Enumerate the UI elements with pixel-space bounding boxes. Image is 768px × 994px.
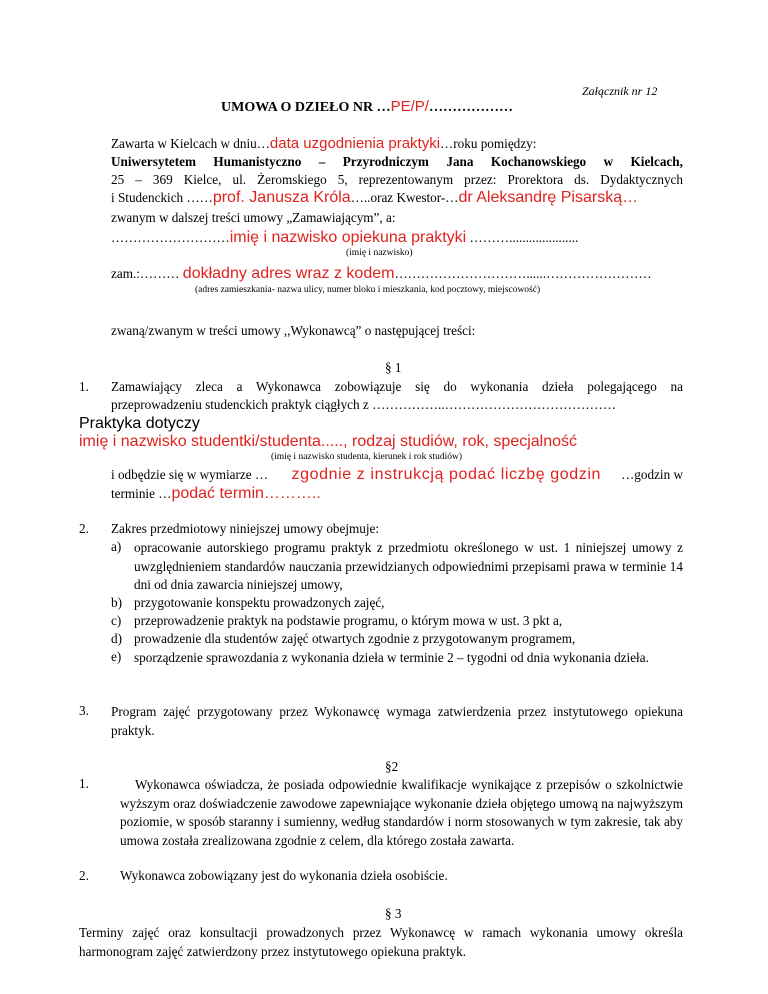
s1-p2-text: Zakres przedmiotowy niniejszej umowy obejmuje: — [111, 521, 380, 536]
item-d-label: d) — [111, 631, 122, 646]
term-prefix: terminie … — [111, 486, 172, 501]
intro-date-red: data uzgodnienia praktyki — [269, 135, 441, 152]
contractor-name-red: imię i nazwisko opiekuna praktyki — [229, 229, 467, 246]
hours-red: zgodnie z instrukcją podać liczbę godzin — [291, 466, 601, 483]
section-2-heading: §2 — [385, 759, 399, 774]
s1-p2-number: 2. — [79, 521, 89, 536]
word: w — [603, 154, 614, 169]
title-suffix: ……………… — [428, 100, 513, 115]
word: Kielcach, — [630, 154, 683, 169]
s2-p1-text: Wykonawca oświadcza, że posiada odpowiednie kwalifikacje wynikające z przepisów o szkolnictwie wyższym oraz doświadczenie zawodowe zapewniające wykonanie dzieła objętego umową na najwyższym poziomie, w sposób staranny i sumienny, według standardów i norm stosowanych w tym zakresie, tak aby umowa została zrealizowana zgodnie z celem, dla którego została zawarta. — [120, 777, 683, 848]
item-c-text: przeprowadzenie praktyk na podstawie programu, o którym mowa w ust. 3 pkt a, — [134, 613, 563, 628]
s3-text: Terminy zajęć oraz konsultacji prowadzonych przez Wykonawcę w ramach wykonania umowy określa harmonogram zajęć zatwierdzony przez instytutowego opiekuna praktyk. — [79, 925, 683, 959]
item-e-text: sporządzenie sprawozdania z wykonania dzieła w terminie 2 – tygodni od dnia wykonania dzieła. — [134, 650, 649, 665]
s1-p3-number: 3. — [79, 703, 89, 718]
word: Humanistyczno — [213, 154, 302, 169]
item-b-label: b) — [111, 595, 122, 610]
university-line — [111, 154, 683, 170]
s2-p2-text: Wykonawca zobowiązany jest do wykonania dzieła osobiście. — [120, 868, 448, 883]
intro-line-1 — [111, 135, 536, 152]
section-1-heading: § 1 — [385, 360, 402, 375]
s2-p2-number: 2. — [79, 868, 89, 883]
rep-middle: …..oraz Kwestor-… — [350, 190, 459, 205]
bursar-name-red: dr Aleksandrę Pisarską… — [458, 189, 639, 206]
word: 25 — [111, 172, 125, 187]
word: Żeromskiego — [257, 172, 327, 187]
s1-p1-number: 1. — [79, 379, 89, 394]
intro-date-suffix: …roku pomiędzy: — [440, 136, 537, 151]
item-c-label: c) — [111, 613, 122, 628]
term-red: podać termin……….. — [171, 485, 321, 502]
word: Uniwersytetem — [111, 154, 196, 169]
contractor-intro-line: zwaną/zwanym w treści umowy ,,Wykonawcą” o następującej treści: — [111, 323, 476, 338]
contractor-name-line — [111, 229, 578, 247]
item-d-text: prowadzenie dla studentów zajęć otwartych zgodnie z przygotowanym programem, — [134, 631, 576, 646]
contract-title — [221, 98, 513, 116]
ordering-party-line: zwanym w dalszej treści umowy „Zamawiającym”, a: — [111, 210, 396, 225]
term-line — [111, 485, 321, 503]
hours-prefix: i odbędzie się w wymiarze … — [111, 467, 272, 482]
contractor-address-line — [111, 265, 652, 283]
word: Prorektora — [507, 172, 564, 187]
item-e-label: e) — [111, 649, 122, 664]
item-a-text: opracowanie autorskiego programu praktyk z przedmiotu określonego w ust. 1 niniejszej umowy z uwzględnieniem standardów nauczania przewidzianych odpowiednimi przepisami prawa w terminie 14 dni od dnia zawarcia niniejszej umowy, — [134, 540, 683, 592]
word: 5, — [337, 172, 348, 187]
word: 369 — [152, 172, 173, 187]
prorector-name-red: prof. Janusza Króla — [212, 189, 351, 206]
word: przez: — [464, 172, 497, 187]
address-prefix: zam.:……… — [111, 266, 183, 281]
word: Kielce, — [183, 172, 222, 187]
item-a-label: a) — [111, 539, 122, 554]
word: – — [318, 154, 326, 169]
section-3-heading: § 3 — [385, 906, 402, 921]
representatives-line — [111, 189, 638, 207]
s2-p1-number: 1. — [79, 776, 89, 791]
title-prefix: UMOWA O DZIEŁO NR … — [221, 100, 391, 115]
word: ul. — [232, 172, 247, 187]
item-b-text: przygotowanie konspektu prowadzonych zajęć, — [134, 595, 385, 610]
word: reprezentowanym — [358, 172, 454, 187]
hours-line — [111, 466, 683, 484]
intro-date-prefix: Zawarta w Kielcach w dniu… — [111, 136, 270, 151]
practice-student-red: imię i nazwisko studentki/studenta....., rodzaj studiów, rok, specjalność — [79, 433, 578, 450]
title-number-red: PE/P/ — [390, 98, 429, 115]
word: Przyrodniczym — [342, 154, 429, 169]
practice-caption: (imię i nazwisko studenta, kierunek i rok studiów) — [271, 452, 463, 462]
word: – — [135, 172, 142, 187]
name-dots: ……………………… — [111, 230, 230, 245]
address-caption: (adres zamieszkania- nazwa ulicy, numer bloku i mieszkania, kod pocztowy, miejscowość) — [195, 285, 541, 295]
contractor-address-red: dokładny adres wraz z kodem — [182, 265, 395, 282]
word: Dydaktycznych — [600, 172, 683, 187]
name-dots-end: ………..................... — [466, 230, 579, 245]
attachment-label: Załącznik nr 12 — [582, 84, 658, 98]
name-caption: (imię i nazwisko) — [346, 248, 413, 258]
hours-suffix: …godzin w — [621, 467, 683, 482]
s1-p1-line1: Zamawiający zleca a Wykonawca zobowiązuje się do wykonania dzieła polegającego na — [111, 379, 683, 394]
word: Jana — [446, 154, 474, 169]
practice-label: Praktyka dotyczy — [79, 415, 200, 432]
address-dots: …………………………......…………………… — [394, 266, 652, 281]
word: ds. — [574, 172, 590, 187]
rep-prefix: i Studenckich …… — [111, 190, 213, 205]
word: Kochanowskiego — [490, 154, 587, 169]
s1-p1-line2: przeprowadzeniu studenckich praktyk ciągłych z ……………..………………………………… — [111, 397, 617, 412]
s1-p3-text: Program zajęć przygotowany przez Wykonawcę wymaga zatwierdzenia przez instytutowego opiekuna praktyk. — [111, 704, 683, 738]
address-line — [111, 172, 683, 188]
